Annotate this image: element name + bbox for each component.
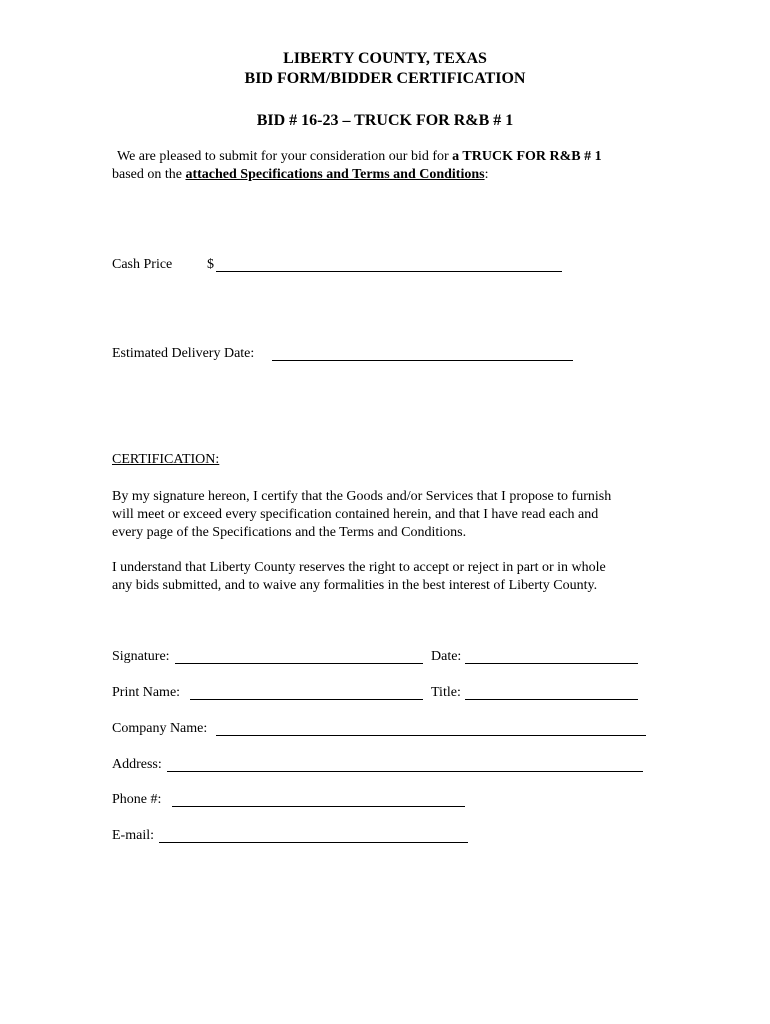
cert-para1-line3: every page of the Specifications and the Terms and Conditions. [112, 525, 467, 540]
email-label: E-mail: [112, 828, 154, 843]
print-name-label: Print Name: [112, 685, 181, 700]
intro-colon: : [484, 167, 489, 182]
county-title: LIBERTY COUNTY, TEXAS [283, 50, 487, 67]
intro-bold-item: a TRUCK FOR R&B # 1 [452, 149, 602, 164]
cert-para1-line2: will meet or exceed every specification contained herein, and that I have read each and [112, 507, 599, 522]
intro-text-2: based on the [112, 167, 186, 182]
print-name-field[interactable] [190, 699, 423, 700]
title-field[interactable] [465, 699, 638, 700]
currency-symbol: $ [207, 257, 214, 272]
specifications-link[interactable]: attached Specifications and Terms and Conditions [185, 167, 485, 182]
delivery-date-field[interactable] [272, 360, 573, 361]
title-label: Title: [431, 685, 461, 700]
signature-label: Signature: [112, 649, 170, 664]
cert-para2-line1: I understand that Liberty County reserves the right to accept or reject in part or in whole [112, 560, 606, 575]
intro-line-1 [117, 148, 602, 166]
delivery-date-label: Estimated Delivery Date: [112, 346, 255, 361]
form-title: BID FORM/BIDDER CERTIFICATION [244, 70, 526, 87]
signature-field[interactable] [175, 663, 423, 664]
intro-text: We are pleased to submit for your consideration our bid for [117, 149, 453, 164]
bid-title: BID # 16-23 – TRUCK FOR R&B # 1 [256, 112, 514, 129]
cert-para2-line2: any bids submitted, and to waive any formalities in the best interest of Liberty County. [112, 578, 598, 593]
cash-price-label: Cash Price [112, 257, 173, 272]
company-name-label: Company Name: [112, 721, 208, 736]
phone-field[interactable] [172, 806, 465, 807]
phone-label: Phone #: [112, 792, 162, 807]
address-field[interactable] [167, 771, 643, 772]
date-label: Date: [431, 649, 462, 664]
intro-line-2 [112, 166, 488, 184]
email-field[interactable] [159, 842, 468, 843]
company-name-field[interactable] [216, 735, 646, 736]
address-label: Address: [112, 757, 162, 772]
certification-heading: CERTIFICATION: [112, 452, 220, 467]
date-field[interactable] [465, 663, 638, 664]
cash-price-field[interactable] [216, 271, 562, 272]
cert-para1-line1: By my signature hereon, I certify that the Goods and/or Services that I propose to furnish [112, 489, 612, 504]
